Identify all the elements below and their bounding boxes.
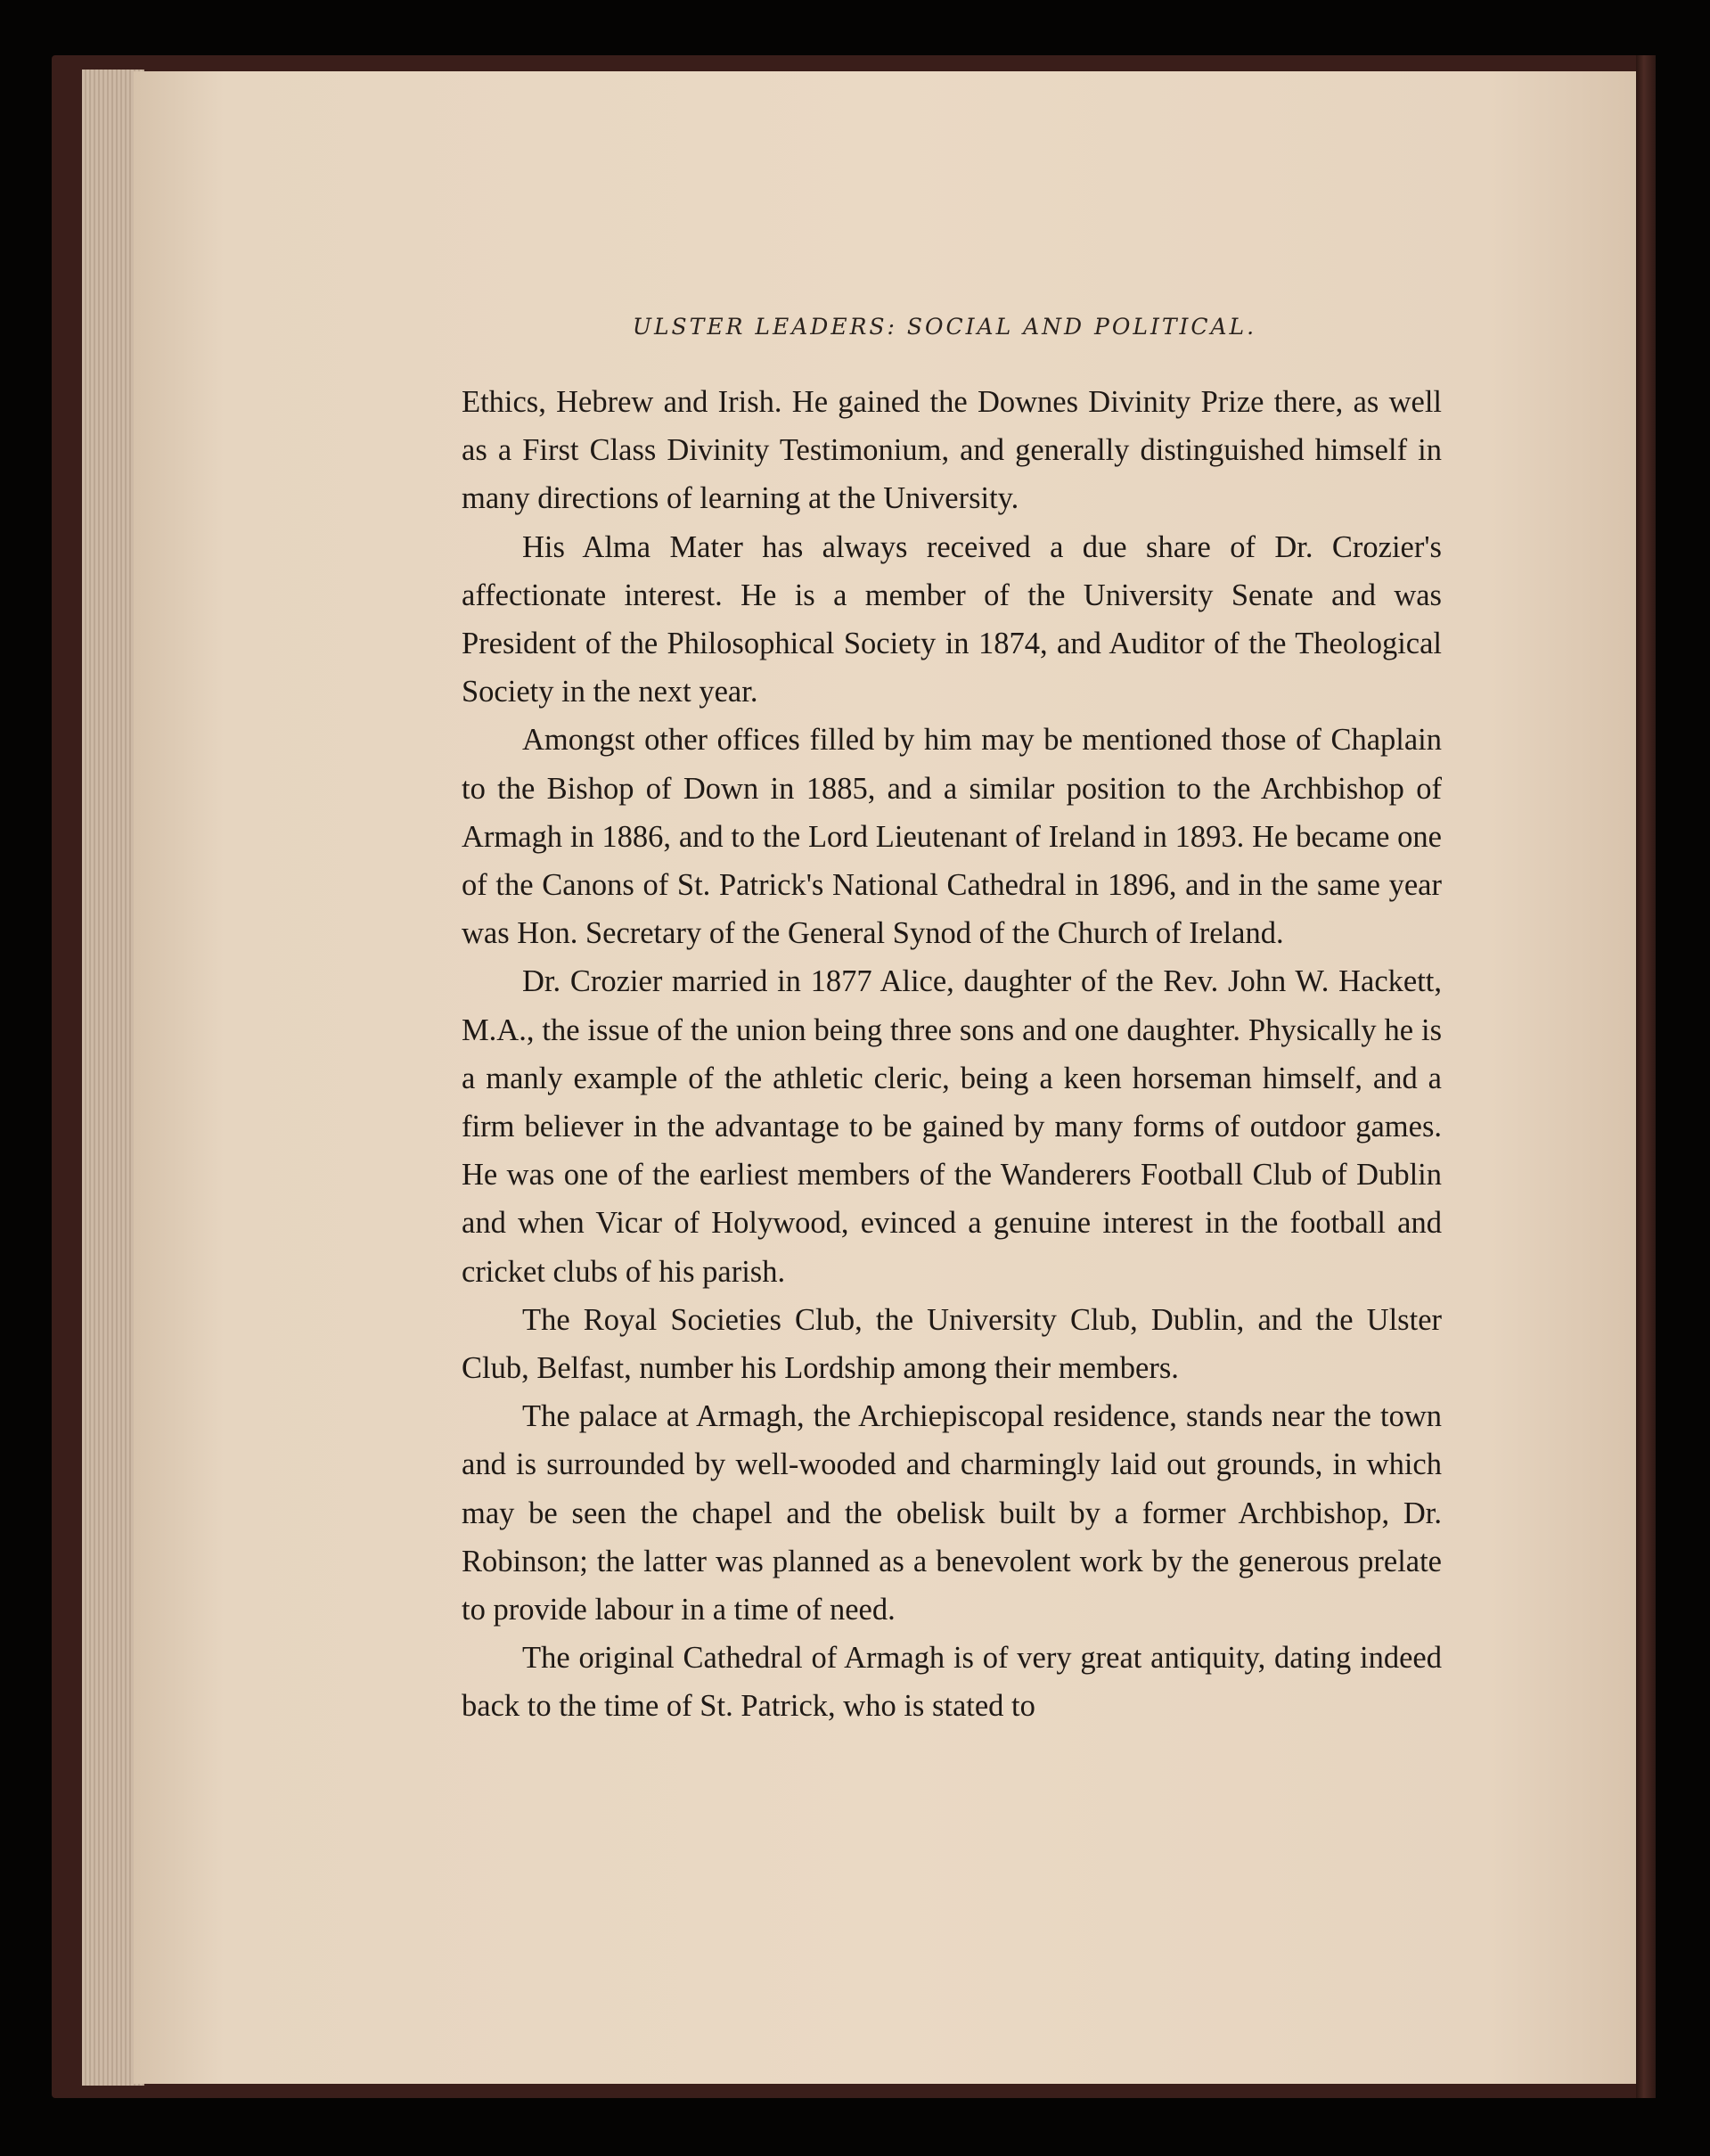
paragraph: Amongst other offices filled by him may be mentioned those of Chaplain to the Bishop of Down in 1885, and a similar position to the Archbishop of Armagh in 1886, and to the Lord Lieutenant of Ireland in 1893. He became one of the Canons of St. Patrick's National Cathedral in 1896, and in the same year was Hon. Secretary of the General Synod of the Church of Ireland. — [462, 723, 1442, 951]
paragraph: His Alma Mater has always received a due share of Dr. Crozier's affectionate interest. He is a member of the University Senate and was President of the Philosophical Society in 1874, and Auditor of the Theological Society in the next year. — [462, 529, 1442, 709]
book-binding — [1636, 55, 1656, 2098]
paragraph: The palace at Armagh, the Archiepiscopal residence, stands near the town and is surrounded by well-wooded and charmingly laid out grounds, in which may be seen the chapel and the obelisk built by a former Archbishop, Dr. Robinson; the latter was planned as a benevolent work by the generous prelate to provide labour in a time of need. — [462, 1399, 1442, 1627]
paragraph: Ethics, Hebrew and Irish. He gained the Downes Divinity Prize there, as well as a First Class Divinity Testimonium, and generally distinguished himself in many directions of learning at the University. — [462, 385, 1442, 516]
paragraph: Dr. Crozier married in 1877 Alice, daughter of the Rev. John W. Hackett, M.A., the issue of the union being three sons and one daughter. Physically he is a manly example of the athletic cleric, being a keen horseman himself, and a firm believer in the advantage to be gained by many forms of outdoor games. He was one of the earliest members of the Wanderers Football Club of Dublin and when Vicar of Holywood, evinced a genuine interest in the football and cricket clubs of his parish. — [462, 964, 1442, 1289]
running-head: ULSTER LEADERS: SOCIAL AND POLITICAL. — [632, 314, 1257, 340]
body-text — [462, 378, 1442, 1731]
paragraph: The original Cathedral of Armagh is of very great antiquity, dating indeed back to the time of St. Patrick, who is stated to — [462, 1641, 1442, 1724]
paragraph: The Royal Societies Club, the University Club, Dublin, and the Ulster Club, Belfast, number his Lordship among their members. — [462, 1302, 1442, 1386]
